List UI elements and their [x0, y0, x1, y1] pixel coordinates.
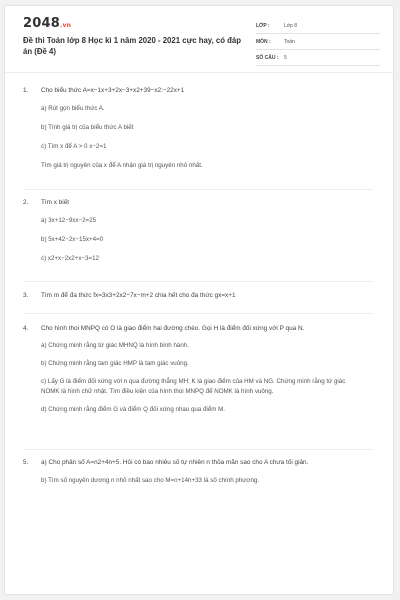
- question-text: Tìm m để đa thức fx=3x3+2x2−7x−m+2 chia hết cho đa thức gx=x+1: [41, 292, 236, 299]
- question-text: Cho biểu thức A=x−1x+3+2x−3+x2+39−x2:−22x+1: [41, 87, 185, 94]
- question-item: a) 3x+12−9xx−2=25: [41, 217, 97, 224]
- question-4: [23, 324, 363, 415]
- meta-value: Lớp 8: [284, 22, 298, 29]
- question-item: Tìm giá trị nguyên của x để A nhận giá trị nguyên nhỏ nhất.: [41, 162, 203, 169]
- question-number: 5.: [23, 459, 29, 466]
- document-meta: [256, 18, 380, 66]
- question-item: a) Chứng minh rằng tứ giác MHNQ là hình bình hành.: [41, 342, 189, 349]
- question-number: 1.: [23, 87, 29, 94]
- question-item: c) Lấy G là điểm đối xứng với n qua đường thẳng MH; K là giao điểm của HM và NG. Chứng minh rằng tứ giác NOMK là hình chữ nhật. Tìm điều kiện của hình thoi MNPQ để NOMK là hình vuông.: [41, 378, 346, 395]
- question-divider: [23, 449, 373, 450]
- question-number: 2.: [23, 199, 29, 206]
- logo-tld: .vn: [59, 22, 72, 29]
- question-1: [23, 86, 363, 171]
- document-page: [4, 5, 394, 595]
- question-text: Tìm x biết: [41, 199, 70, 206]
- question-item: b) 5x+42−2x−15x+4=0: [41, 236, 104, 243]
- meta-row-class: [256, 18, 380, 34]
- meta-row-subject: [256, 34, 380, 50]
- question-item: b) Tính giá trị của biểu thức A biết: [41, 124, 134, 131]
- document-title: Đề thi Toán lớp 8 Học kì 1 năm 2020 - 2021 cực hay, có đáp án (Đề 4): [23, 36, 242, 56]
- question-divider: [23, 189, 373, 190]
- meta-value: Toán: [284, 38, 295, 45]
- question-3: [23, 291, 363, 301]
- question-number: 3.: [23, 292, 29, 299]
- question-divider: [23, 313, 373, 314]
- logo-text: 2048: [23, 16, 60, 31]
- question-divider: [23, 281, 373, 282]
- question-number: 4.: [23, 325, 29, 332]
- question-5: [23, 458, 363, 486]
- site-logo[interactable]: [23, 16, 71, 31]
- question-item: c) Tìm x để A > 0 x−2=1: [41, 143, 107, 150]
- question-item: d) Chứng minh rằng điểm G và điểm Q đối xứng nhau qua điểm M.: [41, 406, 226, 413]
- meta-value: 5: [284, 54, 287, 61]
- meta-label: LỚP :: [256, 22, 270, 29]
- meta-label: MÔN :: [256, 38, 271, 45]
- question-item: a) Rút gọn biểu thức A.: [41, 105, 105, 112]
- document-header: [5, 6, 393, 73]
- meta-row-question-count: [256, 50, 380, 66]
- question-item: b) Chứng minh rằng tam giác HMP là tam giác vuông.: [41, 360, 189, 367]
- question-text: Cho hình thoi MNPQ có O là giao điểm hai đường chéo. Gọi H là điểm đối xứng với P qua N.: [41, 325, 305, 332]
- question-item: c) x2+x−2x2+x−3=12: [41, 255, 99, 262]
- question-text: a) Cho phân số A=n2+4n+5. Hỏi có bao nhiêu số tự nhiên n thỏa mãn sao cho A chưa tối giản.: [41, 459, 309, 466]
- question-item: b) Tìm số nguyên dương n nhỏ nhất sao cho M=n+14n+33 là số chính phương.: [41, 477, 260, 484]
- meta-label: SỐ CÂU :: [256, 54, 279, 61]
- question-2: [23, 198, 363, 264]
